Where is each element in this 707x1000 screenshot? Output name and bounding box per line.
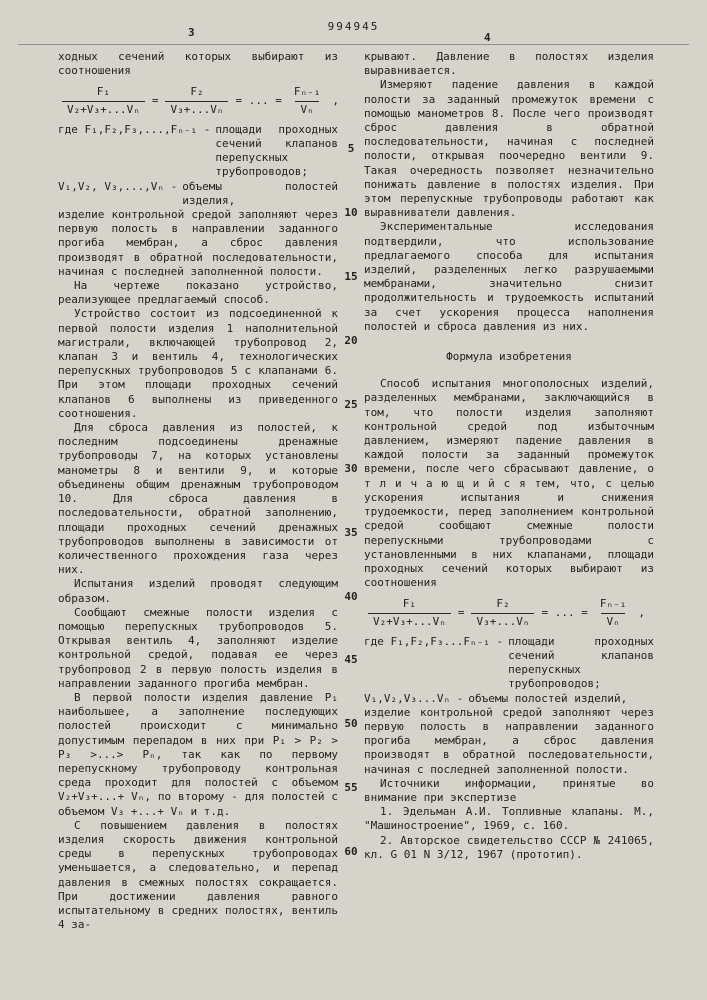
paragraph: изделие контрольной средой заполняют через первую полость в направлении заданного прогиба мембран, а сброс давления производят в обратной последовательности, начиная с последней заполненной полости. [364, 705, 654, 776]
paragraph: На чертеже показано устройство, реализующее предлагаемый способ. [58, 279, 338, 307]
paragraph: Измеряют падение давления в каждой полости за заданный промежуток времени с помощью манометров 8. После чего производят сброс давления в обратной последовательности, начиная с последней полости, открывая поочередно вентили 9. Такая очередность позволяет незначительно понижать давление в полостях изделия. При этом перепускные трубопроводы работают как выравниватели давления. [364, 78, 654, 220]
fraction-denominator: Vₙ [601, 613, 624, 629]
fraction-denominator: V₃+...Vₙ [471, 613, 534, 629]
definition-text: объемы полостей изделия, [182, 179, 338, 207]
section-heading: Формула изобретения [446, 350, 572, 364]
definition-label: где F₁,F₂,F₃...Fₙ₋₁ - [364, 634, 504, 648]
source-item: 2. Авторское свидетельство СССР № 241065, кл. G 01 N 3/12, 1967 (прототип). [364, 833, 654, 861]
ellipsis-equals: = ... = [235, 94, 282, 107]
definition-f [364, 635, 654, 692]
fraction-denominator: V₂+V₃+...Vₙ [368, 613, 451, 629]
paragraph-claim: Способ испытания многополосных изделий, разделенных мембранами, заключающийся в том, что полости изделия заполняют контрольной средой под избыточным давлением, измеряют падение давления в каждой полости за заданный промежуток времени, после чего сбрасывают давление, о т л и ч а ю щ и й с я тем, что, с целью ускорения испытания и снижения трудоемкости, перед заполнением контрольной средой сообщают смежные полости перепускными трубопроводами с установленными в них клапанами, площади проходных сечений которых выбирают из соотношения [364, 377, 654, 590]
definition-text: площади проходных сечений клапанов перепускных трубопроводов; [508, 634, 654, 691]
fraction-numerator: F₂ [496, 597, 510, 611]
paragraph: изделие контрольной средой заполняют через первую полость в направлении заданного прогиба мембран, а сброс давления производят в обратной последовательности, начиная с последней заполненной полости. [58, 208, 338, 278]
definition-label: V₁,V₂, V₃,...,Vₙ - [58, 179, 178, 193]
fraction-numerator: F₁ [402, 597, 417, 611]
gutter-line-number: 15 [344, 270, 358, 283]
comma: , [638, 605, 645, 619]
gutter-line-number: 25 [344, 398, 358, 411]
formula [368, 597, 654, 628]
definition-text: площади проходных сечений клапанов перепускных трубопроводов; [215, 122, 338, 179]
page-number-right: 4 [484, 31, 491, 44]
gutter-line-number: 20 [344, 334, 358, 347]
definition-f [58, 123, 338, 180]
fraction-denominator: V₃+...Vₙ [165, 101, 228, 117]
equals-sign: = [457, 605, 465, 619]
equals-sign: = [151, 94, 159, 107]
page-number-left: 3 [188, 26, 195, 39]
text-columns [58, 50, 654, 932]
paragraph: Испытания изделий проводят следующим образом. [58, 577, 338, 605]
paragraph: крывают. Давление в полостях изделия выравнивается. [364, 50, 654, 78]
gutter-line-number: 55 [344, 781, 358, 794]
source-item: 1. Эдельман А.И. Топливные клапаны. М., "Машиностроение", 1969, с. 160. [364, 805, 654, 833]
left-column [58, 50, 338, 932]
gutter-line-number: 60 [344, 845, 358, 858]
ellipsis-equals: = ... = [541, 605, 588, 619]
gutter-line-number: 45 [344, 653, 358, 666]
fraction [62, 85, 145, 116]
sources-heading: Источники информации, принятые во внимание при экспертизе [364, 776, 654, 804]
gutter-line-number: 50 [344, 717, 358, 730]
definition-v [364, 692, 654, 706]
fraction [471, 597, 534, 628]
definition-label: где F₁,F₂,F₃,...,Fₙ₋₁ - [58, 122, 211, 136]
paragraph: Экспериментальные исследования подтвердили, что использование предлагаемого способа для испытания изделий, разделенных легко разрушаемыми мембранами, значительно снизит продолжительность и трудоемкость испытаний за счет ускорения процесса наполнения полостей и сброса давления из них. [364, 220, 654, 333]
gutter-line-number: 10 [344, 206, 358, 219]
paragraph: С повышением давления в полостях изделия скорость движения контрольной среды в перепускных трубопроводах уменьшается, а следовательно, и перепад давления в смежных полостях сокращается. При достижении давления равного испытательному в средних полостях, вентиль 4 за- [58, 818, 338, 932]
formula [62, 85, 338, 116]
comma: , [332, 94, 339, 107]
fraction-denominator: Vₙ [295, 101, 318, 117]
paragraph: В первой полости изделия давление P₁ наибольшее, а заполнение последующих полостей происходит с минимально допустимым перепадом в них при P₁ > P₂ > P₃ >...> Pₙ, так как по первому перепускному трубопроводу контрольная среда проходит для полостей с объемом V₂+V₃+...+ Vₙ, по второму - для полостей с объемом V₃ +...+ Vₙ и т.д. [58, 690, 338, 818]
gutter-line-number: 40 [344, 590, 358, 603]
fraction [165, 85, 228, 116]
fraction-numerator: F₁ [96, 85, 111, 99]
patent-number: 994945 [327, 20, 380, 33]
paragraph: Устройство состоит из подсоединенной к первой полости изделия 1 наполнительной магистрали, включающей трубопровод 2, клапан 3 и вентиль 4, технологических перепускных трубопроводов 5 с клапанами 6. При этом площади проходных сечений клапанов 6 выполнены из приведенного соотношения. [58, 307, 338, 420]
fraction [595, 597, 632, 628]
paragraph: Для сброса давления из полостей, к последним подсоединены дренажные трубопроводы 7, на которых установлены манометры 8 и вентили 9, и которые объединены общим дренажным трубопроводом 10. Для сброса давления в последовательности, обратной заполнению, площади проходных сечений дренажных трубопроводов выполнены в зависимости от количественного прохождения газа через них. [58, 421, 338, 577]
fraction-denominator: V₂+V₃+...Vₙ [62, 101, 145, 117]
fraction-numerator: F₂ [190, 85, 204, 99]
paragraph: Сообщают смежные полости изделия с помощью перепускных трубопроводов 5. Открывая вентиль 4, заполняют изделие контрольной средой, подавая ее через трубопровод 2 в первую полость изделия в направлении заданного прогиба мембран. [58, 605, 338, 690]
gutter-line-number: 35 [344, 526, 358, 539]
definition-v [58, 180, 338, 208]
paragraph: ходных сечений которых выбирают из соотношения [58, 50, 338, 78]
gutter-line-number: 30 [344, 462, 358, 475]
fraction-numerator: Fₙ₋₁ [293, 85, 321, 99]
fraction [289, 85, 326, 116]
definition-text: объемы полостей изделий, [468, 691, 628, 705]
definition-label: V₁,V₂,V₃...Vₙ - [364, 691, 464, 705]
right-column [364, 50, 654, 932]
fraction [368, 597, 451, 628]
gutter-line-number: 5 [347, 142, 355, 155]
fraction-numerator: Fₙ₋₁ [599, 597, 627, 611]
